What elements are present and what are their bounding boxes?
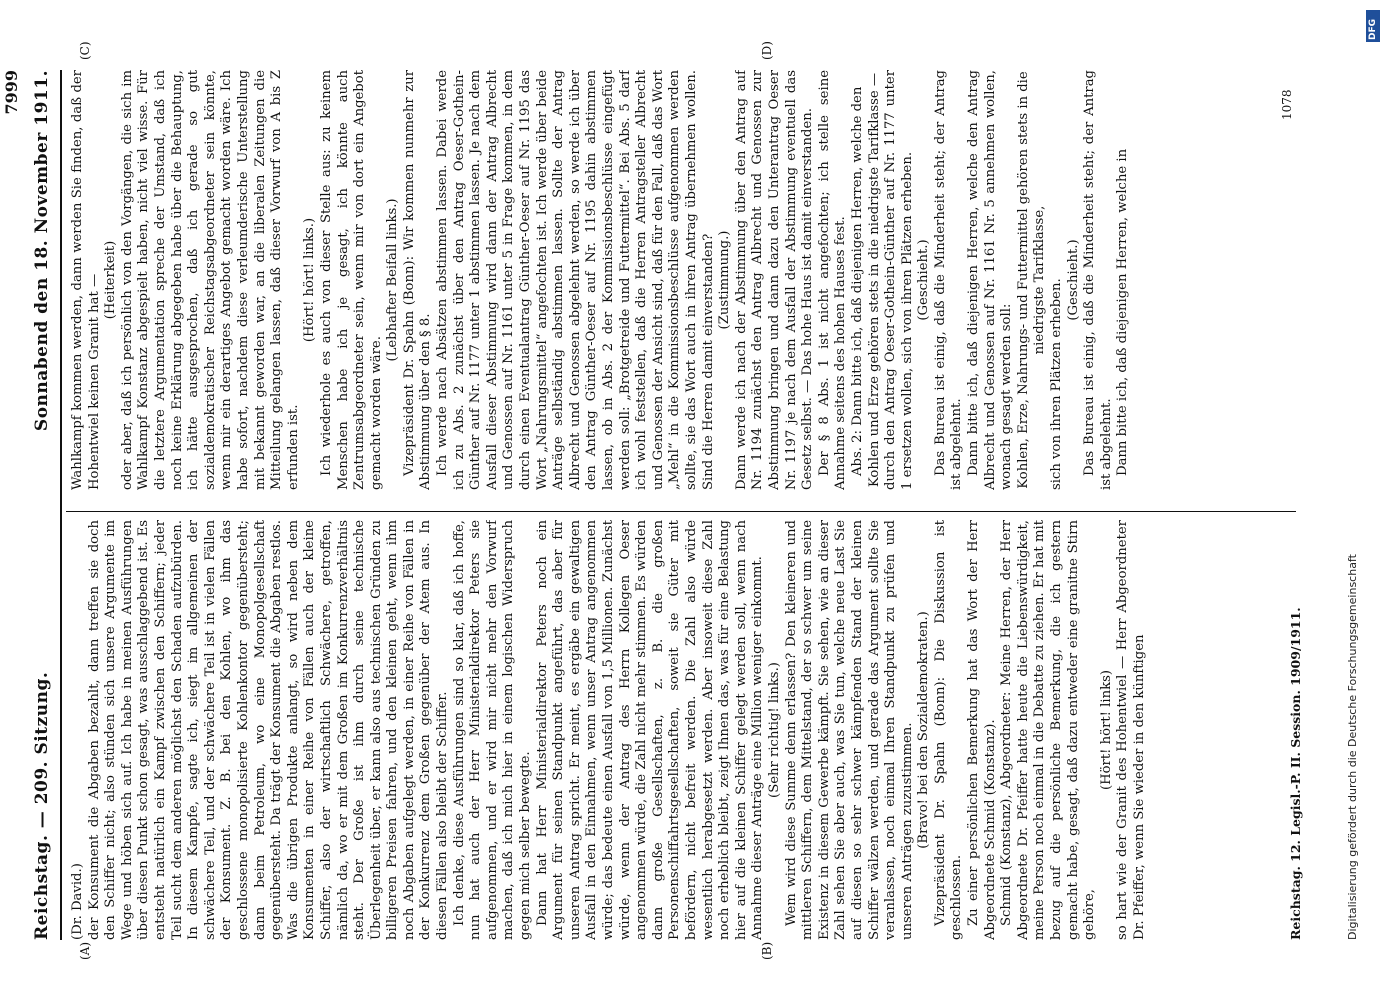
interjection: (Zustimmung.) (717, 230, 733, 330)
dfg-logo (1366, 10, 1380, 42)
paragraph: Wahlkampf kommen werden, dann werden Sie finden, daß der Hohentwiel keinen Granit hat — (70, 70, 102, 490)
paragraph: oder aber, daß ich persönlich von den Vorgängen, die sich im Wahlkampf Konstanz abgespielt haben, nicht viel wisse. Für die letztere Argumentation spreche der Umstand, daß ich noch keine Erklärung abgegeben habe über die Behauptung, ich hätte ausgesprochen, daß ich gerade so gut sozialdemokratischer Reichstagsabgeordneter sein könnte, wenn mir ein derartiges Angebot gemacht worden wäre. Ich habe sofort, nachdem diese verleumderische Unterstellung mit bekannt geworden war, an die liberalen Zeitungen die Mitteilung gelangen lassen, daß dieser Vorwurf von A bis Z erfunden ist. (119, 70, 301, 490)
quoted-text: Kohlen und Erze gehören stets in die niedrigste Tarifklasse — (866, 72, 882, 488)
paragraph: durch den Antrag Oeser-Gothein-Günther auf Nr. 1177 unter 1 ersetzen wollen, sich von ihren Plätzen erheben. (883, 70, 915, 490)
interjection: (Geschieht.) (1065, 239, 1081, 321)
interjection: (Sehr richtig! links.) (766, 662, 782, 798)
text-column-left (70, 520, 1285, 940)
page-number: 7999 (2, 70, 21, 115)
header-left: Reichstag. — 209. Sitzung. (32, 671, 52, 940)
paragraph: Das Bureau ist einig, daß die Minderheit steht; der Antrag ist abgelehnt. (932, 70, 965, 490)
interjection: (Hört! hört! links.) (302, 217, 318, 343)
interjection: (Heiterkeit) (103, 240, 119, 320)
page-header (2, 70, 62, 940)
interjection: (Hört! hört! links) (1098, 669, 1114, 791)
digitization-credit (1346, 10, 1360, 990)
paragraph: Dann hat Herr Ministerialdirektor Peters noch ein Argument für seinen Standpunkt angeführt, das aber für unseren Antrag spricht. Er meint, es ergäbe ein gewaltigen Ausfall in den Einnahmen, wenn unser Antrag angenommen würde; das bedeute einen Ausfall von 1,5 Millionen. Zunächst würde, wenn der Antrag des Herrn Kollegen Oeser angenommen würde, die Zahl nicht mehr stimmen. Es würden dann große Gesellschaften, z. B. die großen Personenschiffahrtsgesellschaften, soweit sie Güter mit befördern, nicht befreit werden. Die Zahl also würde wesentlich herabgesetzt werden. Aber insoweit diese Zahl noch erheblich bleibt, zeigt Ihnen das, was für eine Belastung hier auf die kleinen Schiffer gelegt werden soll, wenn nach Annahme dieser Anträge eine Million weniger einkommt. (534, 520, 766, 940)
interjection: (Geschieht.) (916, 239, 932, 321)
paragraph: Ich wiederhole es auch von dieser Stelle aus: zu keinem Menschen habe ich je gesagt, ich könnte auch Zentrumsabgeordneter sein, wenn mir von dort ein Angebot gemacht worden wäre. (318, 70, 384, 490)
quoted-text: Kohlen, Erze, Nahrungs- und Futtermittel gehören stets in die niedrigste Tarifklasse, (1015, 71, 1048, 489)
paragraph: Zu einer persönlichen Bemerkung hat das Wort der Herr Abgeordnete Schmid (Konstanz). (966, 520, 998, 940)
signature-number: 1078 (1280, 89, 1294, 120)
speaker-reference: (Dr. David.) (70, 863, 85, 940)
paragraph: so hart wie der Granit des Hohentwiel — Herr Abgeordneter Dr. Pfeiffer, wenn Sie wieder in den künftigen (1115, 520, 1147, 940)
paragraph: Vizepräsident Dr. Spahn (Bonn): Wir kommen nunmehr zur Abstimmung über den § 8. (401, 70, 434, 490)
text-column-right (70, 70, 1285, 490)
header-right: Sonnabend den 18. November 1911. (32, 70, 52, 432)
margin-marker-c: (C) (78, 41, 92, 60)
dfg-logo-text: DFG (1368, 18, 1378, 40)
paragraph: Dann bitte ich, daß diejenigen Herren, welche in (1115, 148, 1131, 476)
credit-text: Digitalisierung gefördert durch die Deutsche Forschungsgemeinschaft (1346, 554, 1359, 940)
interjection: (Lebhafter Beifall links.) (385, 198, 401, 362)
paragraph: Abs. 2: Dann bitte ich, daß diejenigen Herren, welche den (849, 86, 865, 476)
paragraph: sich von ihren Plätzen erheben. (1049, 278, 1065, 490)
margin-marker-b: (B) (760, 941, 774, 960)
paragraph: Ich denke, diese Ausführungen sind so klar, daß ich hoffe, nun hat auch der Herr Ministerialdirektor Peters sie aufgenommen, und er wird mir nicht mehr den Vorwurf machen, daß ich mich hier in einem logischen Widerspruch gegen mich selber bewegte. (451, 520, 534, 940)
paragraph: Schmid (Konstanz), Abgeordneter: Meine Herren, der Herr Abgeordnete Dr. Pfeiffer hatte heute die Liebenswürdigkeit, meine Person noch einmal in die Debatte zu ziehen. Er hat mit bezug auf die persönliche Bemerkung, die ich gestern gemacht habe, gesagt, daß dazu entweder eine granitne Stirn gehöre, (999, 520, 1098, 940)
paragraph: Wem wird diese Summe denn erlassen? Den kleineren und mittleren Schiffern, dem Mittelstand, der so schwer um seine Existenz in diesem Gewerbe kämpft. Sie sehen, wie an dieser Zahl sehen Sie aber auch, was Sie tun, welche neue Last Sie auf diesen so sehr schwer kämpfenden Stand der kleinen Schiffer wälzen werden, und gerade das Argument sollte Sie veranlassen, noch einmal Ihren Standpunkt zu prüfen und unseren Anträgen zuzustimmen. (783, 520, 915, 940)
page-footer: Reichstag. 12. Legisl.-P. II. Session. 1909/1911. (1288, 607, 1303, 940)
margin-marker-a: (A) (78, 941, 92, 960)
paragraph: Dann bitte ich, daß diejenigen Herren, welche den Antrag Albrecht und Genossen auf Nr. 1161 Nr. 5 annehmen wollen, wonach gesagt werden soll: (966, 70, 1015, 490)
paragraph: Vizepräsident Dr. Spahn (Bonn): Die Diskussion ist geschlossen. (932, 520, 965, 940)
column-divider (66, 511, 1296, 512)
paragraph: Der § 8 Abs. 1 ist nicht angefochten; ich stelle seine Annahme seitens des hohen Hauses fest. (816, 70, 849, 490)
paragraph: Ich werde nach Absätzen abstimmen lassen. Dabei werde ich zu Abs. 2 zunächst über den Antrag Oeser-Gothein-Günther auf Nr. 1177 unter 1 abstimmen lassen. Je nach dem Ausfall dieser Abstimmung wird dann der Antrag Albrecht und Genossen auf Nr. 1161 unter 5 in Frage kommen, in dem durch einen Eventualantrag Günther-Oeser auf Nr. 1195 das Wort „Nahrungsmittel“ angefochten ist. Ich werde über beide Anträge selbständig abstimmen lassen. Sollte der Antrag Albrecht und Genossen abgelehnt werden, so werde ich über den Antrag Günther-Oeser auf Nr. 1195 dahin abstimmen lassen, ob in Abs. 2 der Kommissionsbeschlüsse eingefügt werden soll: „Brotgetreide und Futtermittel“. Bei Abs. 5 darf ich wohl feststellen, daß die Herren Antragsteller Albrecht und Genossen der Ansicht sind, daß für den Fall, daß das Wort „Mehl“ in die Kommissionsbeschlüsse aufgenommen werden sollte, sie das Wort auch in ihren Antrag übernehmen wollen. Sind die Herren damit einverstanden? (435, 70, 716, 490)
paragraph: der Konsument die Abgaben bezahlt, dann treffen sie doch den Schiffer nicht; also stünden sich unsere Argumente im Wege und höben sich auf. Ich habe in meinen Ausführungen über diesen Punkt schon gesagt, was ausschlaggebend ist. Es entsteht natürlich ein Kampf zwischen den Schiffern; jeder Teil sucht dem anderen möglichst den Schaden aufzubürden. In diesem Kampfe, sagte ich, siegt im allgemeinen der schwächere Teil, und der schwächere Teil ist in vielen Fällen der Konsument. Z. B. bei den Kohlen, wo ihm das geschlossene monopolisierte Kohlenkontor gegenübersteht; dann beim Petroleum, wo eine Monopolgesellschaft gegenübersteht. Da trägt der Konsument die Abgaben restlos. Was die übrigen Produkte anlangt, so wird neben dem Konsumenten in einer Reihe von Fällen auch der kleine Schiffer, also der wirtschaftlich Schwächere, getroffen, nämlich da, wo er mit dem Großen im Konkurrenzverhältnis steht. Der Große ist ihm durch seine technische Überlegenheit über, er kann also aus technischen Gründen zu billigeren Preisen fahren, und den kleinen geht, wenn ihm noch Abgaben aufgelegt werden, in einer Reihe von Fällen in der Konkurrenz dem Großen gegenüber der Atem aus. In diesen Fällen also bleibt der Schiffer. (86, 520, 451, 940)
paragraph: Dann werde ich nach der Abstimmung über den Antrag auf Nr. 1194 zunächst den Antrag Albrecht und Genossen zur Abstimmung bringen und dann dazu den Unterantrag Oeser Nr. 1197 je nach dem Ausfall der Abstimmung eventuell das Gesetz selbst. — Das hohe Haus ist damit einverstanden. (733, 70, 816, 490)
paragraph: Das Bureau ist einig, daß die Minderheit steht; der Antrag ist abgelehnt. (1082, 70, 1114, 490)
margin-marker-d: (D) (760, 41, 774, 60)
interjection: (Bravo! bei den Sozialdemokraten.) (916, 611, 932, 849)
